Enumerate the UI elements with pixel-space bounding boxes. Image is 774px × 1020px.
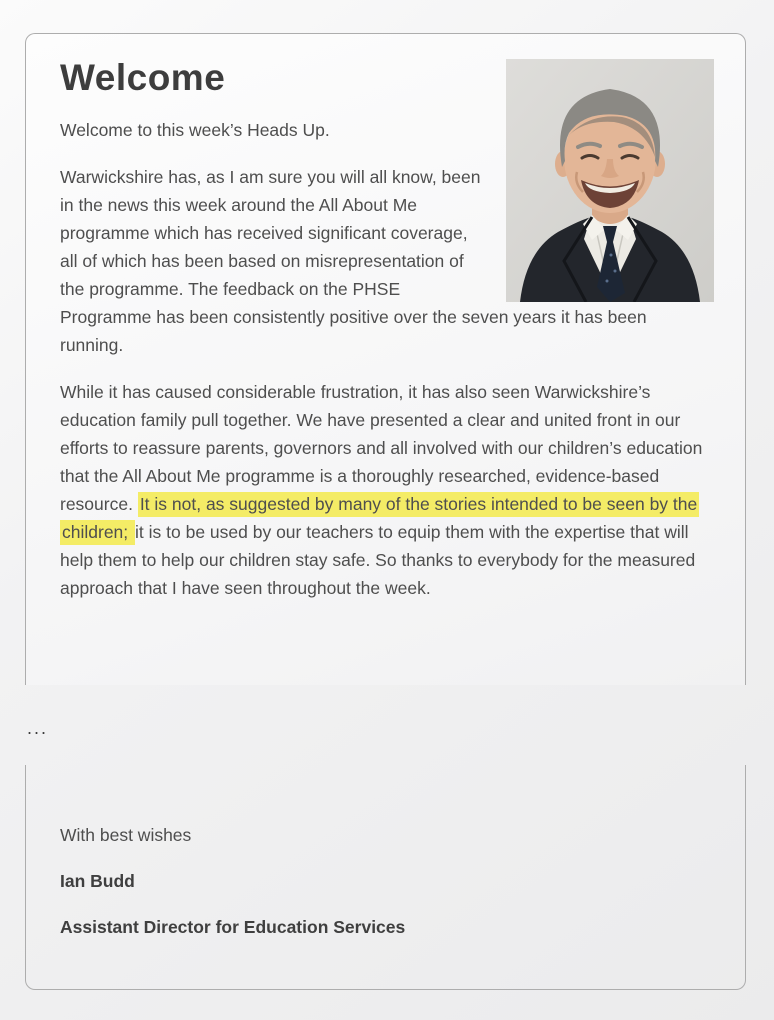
paragraph-news: Warwickshire has, as I am sure you will all know, been in the news this week around the All About Me programme which has received significant coverage, all of which has been based on misrepresentation of the programme. The feedback on the PHSE Programme has been consistently positive over the seven years it has been running. — [60, 167, 647, 355]
welcome-card — [25, 33, 746, 685]
portrait-photo-graphic — [506, 59, 714, 302]
paragraph-intro: Welcome to this week’s Heads Up. — [60, 120, 330, 140]
signature-name: Ian Budd — [60, 871, 135, 891]
signature-title: Assistant Director for Education Services — [60, 917, 406, 937]
highlighted-text: It is not, as suggested by many of the stories intended to be seen by the children; — [60, 492, 699, 545]
signature-closing: With best wishes — [60, 825, 192, 845]
truncation-ellipsis: ... — [27, 718, 49, 738]
signature-card — [25, 765, 746, 990]
portrait-photo — [506, 59, 714, 302]
page-title: Welcome — [60, 57, 226, 98]
paragraph-response-continued: it is to be used by our teachers to equip them with the expertise that will help them to help our children stay safe. So thanks to everybody for the measured approach that I have seen throughout the week. — [60, 522, 696, 598]
paragraph-response-text: While it has caused considerable frustration, it has also seen Warwickshire’s education family pull together. We have presented a clear and united front in our efforts to reassure parents, governors and all involved with our children’s education that the All About Me programme is a thoroughly researched, evidence-based resource. — [60, 382, 703, 514]
paragraph-response — [60, 378, 714, 602]
